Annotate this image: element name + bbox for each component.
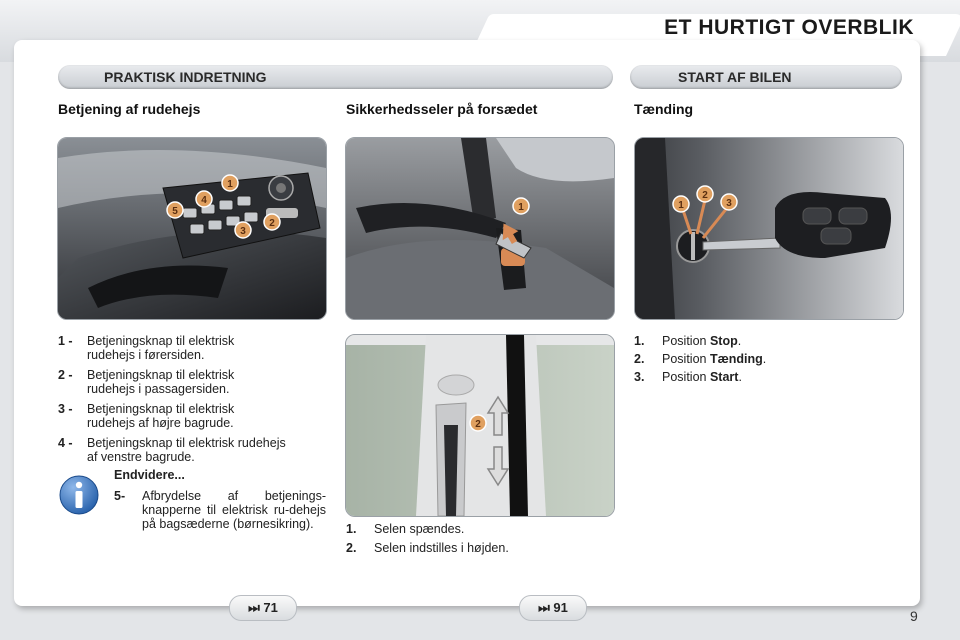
badge-label: 1	[518, 202, 524, 213]
photo-window-switches	[57, 137, 327, 320]
badge-label: 2	[269, 218, 275, 229]
list-item	[58, 368, 308, 396]
list-item	[58, 334, 308, 362]
badge-label: 4	[201, 195, 207, 206]
item-position: Start	[709, 370, 739, 384]
list-window-controls	[58, 334, 308, 470]
page-ref-71[interactable]: ⏭ 71	[229, 595, 297, 621]
badge-label: 3	[726, 198, 732, 209]
note-text: Afbrydelse af betjenings-knapperne til elektrisk ru-dehejs på bagsæderne (børnesikring).	[142, 489, 326, 531]
item-text: Selen spændes.	[374, 522, 465, 536]
item-number: 3.	[634, 370, 645, 384]
page-ref-91[interactable]: ⏭ 91	[519, 595, 587, 621]
item-number: 2.	[346, 541, 357, 555]
badge-label: 3	[240, 226, 246, 237]
list-seatbelts	[346, 522, 606, 561]
badge-label: 1	[678, 200, 684, 211]
item-number: 1.	[346, 522, 357, 536]
note-number: 5-	[114, 489, 126, 503]
item-suffix: .	[737, 334, 742, 348]
badge-label: 2	[475, 419, 481, 430]
section-bar-left	[58, 65, 613, 89]
item-suffix: .	[738, 370, 742, 384]
section-bar-right	[630, 65, 902, 89]
item-position: Tænding	[709, 352, 763, 366]
photo-ignition	[634, 137, 904, 320]
item-number: 2 -	[58, 368, 73, 382]
note-heading: Endvidere...	[114, 468, 185, 482]
item-number: 4 -	[58, 436, 73, 450]
item-text: Selen indstilles i højden.	[374, 541, 509, 555]
heading-window-controls: Betjening af rudehejs	[58, 101, 201, 117]
item-prefix: Position	[662, 352, 710, 366]
photo-seatbelt-height	[345, 334, 615, 517]
note-row	[114, 489, 326, 531]
list-item	[346, 522, 606, 536]
page-title: ET HURTIGT OVERBLIK	[664, 16, 914, 39]
list-item	[634, 334, 894, 348]
item-position: Stop	[709, 334, 738, 348]
badge-label: 5	[172, 206, 178, 217]
section-bar-right-label: START AF BILEN	[678, 69, 792, 85]
heading-seatbelts: Sikkerhedsseler på forsædet	[346, 101, 538, 117]
heading-ignition: Tænding	[634, 101, 694, 117]
page-number: 9	[910, 608, 918, 624]
list-item	[634, 370, 894, 384]
item-prefix: Position	[662, 334, 710, 348]
item-text: Betjeningsknap til elektrisk rudehejs af højre bagrude.	[87, 402, 235, 430]
info-icon	[58, 474, 100, 516]
item-number: 3 -	[58, 402, 73, 416]
item-text: Betjeningsknap til elektrisk rudehejs af venstre bagrude.	[87, 436, 286, 464]
list-item	[634, 352, 894, 366]
photo-seatbelt-buckle	[345, 137, 615, 320]
item-number: 1.	[634, 334, 645, 348]
item-text: Betjeningsknap til elektrisk rudehejs i førersiden.	[87, 334, 235, 362]
note-child-lock	[114, 468, 326, 531]
list-ignition	[634, 334, 894, 390]
item-number: 1 -	[58, 334, 73, 348]
list-item	[58, 436, 308, 464]
list-item	[58, 402, 308, 430]
item-prefix: Position	[662, 370, 710, 384]
section-bar-left-label: PRAKTISK INDRETNING	[104, 69, 267, 85]
item-text: Betjeningsknap til elektrisk rudehejs i passagersiden.	[87, 368, 235, 396]
item-suffix: .	[762, 352, 767, 366]
badge-label: 1	[227, 179, 233, 190]
badge-label: 2	[702, 190, 708, 201]
item-number: 2.	[634, 352, 645, 366]
list-item	[346, 541, 606, 555]
